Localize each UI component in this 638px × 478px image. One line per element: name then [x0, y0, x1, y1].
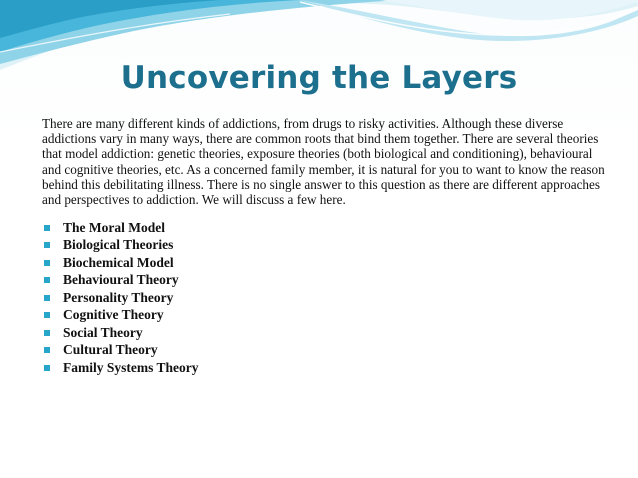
topic-list: [42, 219, 442, 377]
slide-title: Uncovering the Layers: [120, 60, 518, 96]
square-bullet-icon: [44, 242, 50, 248]
list-item-label: Social Theory: [63, 324, 143, 340]
square-bullet-icon: [44, 330, 50, 336]
square-bullet-icon: [44, 225, 50, 231]
square-bullet-icon: [44, 312, 50, 318]
list-item: [42, 324, 442, 342]
list-item: [42, 254, 442, 272]
square-bullet-icon: [44, 277, 50, 283]
list-item: [42, 342, 442, 360]
list-item-label: Cognitive Theory: [63, 307, 164, 323]
list-item-label: Cultural Theory: [63, 342, 158, 358]
list-item-label: Biological Theories: [63, 237, 174, 253]
list-item-label: Personality Theory: [63, 289, 174, 305]
list-item: [42, 289, 442, 307]
square-bullet-icon: [44, 295, 50, 301]
list-item-label: The Moral Model: [63, 219, 165, 235]
intro-paragraph: There are many different kinds of addictions, from drugs to risky activities. Although these diverse addictions vary in many ways, there are common roots that bind them together. There are several theories that model addiction: genetic theories, exposure theories (both biological and conditioning), behavioural and cognitive theories, etc. As a concerned family member, it is natural for you to want to know the reason behind this debilitating illness. There is no single answer to this question as there are different approaches and perspectives to addiction. We will discuss a few here.: [42, 116, 605, 208]
list-item: [42, 219, 442, 237]
list-item: [42, 307, 442, 325]
square-bullet-icon: [44, 260, 50, 266]
square-bullet-icon: [44, 347, 50, 353]
list-item-label: Behavioural Theory: [63, 272, 179, 288]
list-item-label: Family Systems Theory: [63, 359, 199, 375]
list-item-label: Biochemical Model: [63, 254, 174, 270]
list-item: [42, 237, 442, 255]
square-bullet-icon: [44, 365, 50, 371]
list-item: [42, 272, 442, 290]
list-item: [42, 359, 442, 377]
